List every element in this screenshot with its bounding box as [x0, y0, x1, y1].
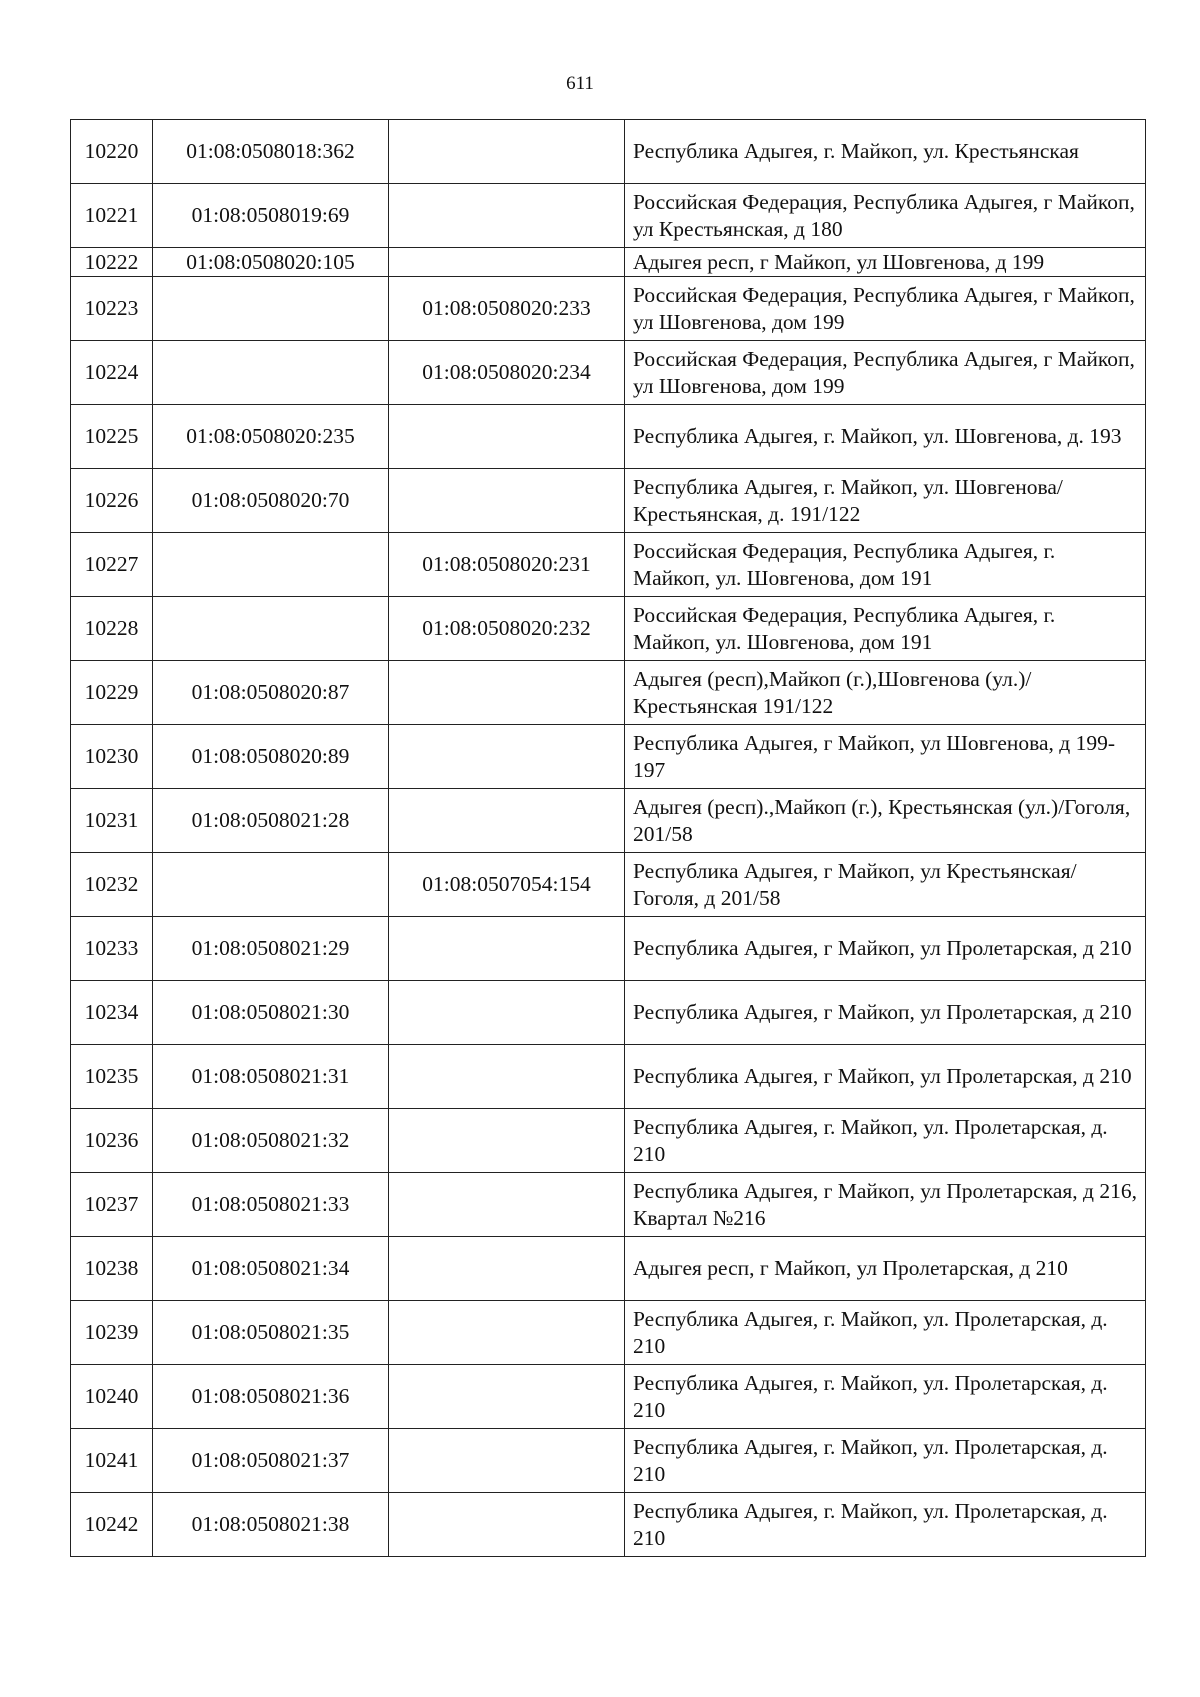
- row-number-cell: 10225: [71, 405, 153, 469]
- related-cadastral-number-cell: [389, 789, 625, 853]
- row-number-cell: 10232: [71, 853, 153, 917]
- cadastral-number-cell: [153, 853, 389, 917]
- table-row: [71, 120, 1146, 184]
- table-row: [71, 1301, 1146, 1365]
- address-cell: Республика Адыгея, г. Майкоп, ул. Шовгенова/ Крестьянская, д. 191/122: [625, 469, 1146, 533]
- row-number-cell: 10236: [71, 1109, 153, 1173]
- address-cell: Республика Адыгея, г. Майкоп, ул. Пролетарская, д. 210: [625, 1493, 1146, 1557]
- row-number-cell: 10233: [71, 917, 153, 981]
- related-cadastral-number-cell: [389, 469, 625, 533]
- address-cell: Республика Адыгея, г. Майкоп, ул. Пролетарская, д. 210: [625, 1365, 1146, 1429]
- row-number-cell: 10230: [71, 725, 153, 789]
- related-cadastral-number-cell: [389, 1365, 625, 1429]
- cadastral-number-cell: 01:08:0508020:89: [153, 725, 389, 789]
- table-row: [71, 533, 1146, 597]
- table-row: [71, 981, 1146, 1045]
- cadastral-number-cell: 01:08:0508021:38: [153, 1493, 389, 1557]
- table-row: [71, 1365, 1146, 1429]
- address-cell: Республика Адыгея, г Майкоп, ул Шовгенова, д 199-197: [625, 725, 1146, 789]
- cadastral-number-cell: 01:08:0508018:362: [153, 120, 389, 184]
- cadastral-number-cell: 01:08:0508021:29: [153, 917, 389, 981]
- related-cadastral-number-cell: [389, 248, 625, 277]
- table-row: [71, 1493, 1146, 1557]
- address-cell: Российская Федерация, Республика Адыгея, г. Майкоп, ул. Шовгенова, дом 191: [625, 533, 1146, 597]
- row-number-cell: 10231: [71, 789, 153, 853]
- table-row: [71, 469, 1146, 533]
- cadastral-number-cell: 01:08:0508021:35: [153, 1301, 389, 1365]
- related-cadastral-number-cell: [389, 917, 625, 981]
- table-row: [71, 789, 1146, 853]
- related-cadastral-number-cell: [389, 1429, 625, 1493]
- table-row: [71, 917, 1146, 981]
- table-row: [71, 661, 1146, 725]
- address-cell: Республика Адыгея, г. Майкоп, ул. Пролетарская, д. 210: [625, 1301, 1146, 1365]
- table-row: [71, 1429, 1146, 1493]
- cadastral-number-cell: 01:08:0508021:36: [153, 1365, 389, 1429]
- related-cadastral-number-cell: 01:08:0508020:232: [389, 597, 625, 661]
- address-cell: Республика Адыгея, г. Майкоп, ул. Шовгенова, д. 193: [625, 405, 1146, 469]
- row-number-cell: 10238: [71, 1237, 153, 1301]
- table-row: [71, 184, 1146, 248]
- address-cell: Российская Федерация, Республика Адыгея, г Майкоп, ул Крестьянская, д 180: [625, 184, 1146, 248]
- related-cadastral-number-cell: [389, 1045, 625, 1109]
- address-cell: Адыгея (респ).,Майкоп (г.), Крестьянская (ул.)/Гоголя, 201/58: [625, 789, 1146, 853]
- related-cadastral-number-cell: [389, 184, 625, 248]
- page-number: 611: [566, 73, 594, 94]
- row-number-cell: 10220: [71, 120, 153, 184]
- cadastral-number-cell: 01:08:0508021:28: [153, 789, 389, 853]
- cadastral-number-cell: 01:08:0508020:105: [153, 248, 389, 277]
- related-cadastral-number-cell: [389, 981, 625, 1045]
- table-row: [71, 725, 1146, 789]
- cadastral-number-cell: 01:08:0508021:32: [153, 1109, 389, 1173]
- cadastral-number-cell: 01:08:0508021:34: [153, 1237, 389, 1301]
- address-cell: Российская Федерация, Республика Адыгея, г Майкоп, ул Шовгенова, дом 199: [625, 277, 1146, 341]
- address-cell: Адыгея (респ),Майкоп (г.),Шовгенова (ул.)/Крестьянская 191/122: [625, 661, 1146, 725]
- row-number-cell: 10235: [71, 1045, 153, 1109]
- property-register-table: [70, 119, 1146, 1557]
- cadastral-number-cell: [153, 341, 389, 405]
- related-cadastral-number-cell: [389, 1237, 625, 1301]
- cadastral-number-cell: 01:08:0508021:30: [153, 981, 389, 1045]
- address-cell: Республика Адыгея, г. Майкоп, ул. Пролетарская, д. 210: [625, 1109, 1146, 1173]
- address-cell: Республика Адыгея, г Майкоп, ул Пролетарская, д 216, Квартал №216: [625, 1173, 1146, 1237]
- row-number-cell: 10221: [71, 184, 153, 248]
- related-cadastral-number-cell: [389, 1301, 625, 1365]
- row-number-cell: 10224: [71, 341, 153, 405]
- table-row: [71, 1045, 1146, 1109]
- address-cell: Республика Адыгея, г Майкоп, ул Пролетарская, д 210: [625, 917, 1146, 981]
- row-number-cell: 10237: [71, 1173, 153, 1237]
- row-number-cell: 10240: [71, 1365, 153, 1429]
- table-row: [71, 597, 1146, 661]
- address-cell: Республика Адыгея, г. Майкоп, ул. Пролетарская, д. 210: [625, 1429, 1146, 1493]
- row-number-cell: 10241: [71, 1429, 153, 1493]
- row-number-cell: 10234: [71, 981, 153, 1045]
- address-cell: Российская Федерация, Республика Адыгея, г Майкоп, ул Шовгенова, дом 199: [625, 341, 1146, 405]
- table-row: [71, 1109, 1146, 1173]
- cadastral-number-cell: [153, 533, 389, 597]
- cadastral-number-cell: 01:08:0508020:70: [153, 469, 389, 533]
- cadastral-number-cell: 01:08:0508020:87: [153, 661, 389, 725]
- related-cadastral-number-cell: [389, 725, 625, 789]
- address-cell: Республика Адыгея, г Майкоп, ул Крестьянская/Гоголя, д 201/58: [625, 853, 1146, 917]
- cadastral-number-cell: [153, 597, 389, 661]
- row-number-cell: 10227: [71, 533, 153, 597]
- row-number-cell: 10229: [71, 661, 153, 725]
- row-number-cell: 10222: [71, 248, 153, 277]
- table-row: [71, 853, 1146, 917]
- address-cell: Адыгея респ, г Майкоп, ул Шовгенова, д 199: [625, 248, 1146, 277]
- related-cadastral-number-cell: 01:08:0507054:154: [389, 853, 625, 917]
- table-body: [71, 120, 1146, 1557]
- related-cadastral-number-cell: [389, 1173, 625, 1237]
- address-cell: Российская Федерация, Республика Адыгея, г. Майкоп, ул. Шовгенова, дом 191: [625, 597, 1146, 661]
- address-cell: Республика Адыгея, г Майкоп, ул Пролетарская, д 210: [625, 981, 1146, 1045]
- cadastral-number-cell: 01:08:0508020:235: [153, 405, 389, 469]
- row-number-cell: 10226: [71, 469, 153, 533]
- row-number-cell: 10223: [71, 277, 153, 341]
- related-cadastral-number-cell: [389, 120, 625, 184]
- table-row: [71, 405, 1146, 469]
- row-number-cell: 10228: [71, 597, 153, 661]
- address-cell: Республика Адыгея, г. Майкоп, ул. Крестьянская: [625, 120, 1146, 184]
- table-row: [71, 1237, 1146, 1301]
- related-cadastral-number-cell: 01:08:0508020:233: [389, 277, 625, 341]
- related-cadastral-number-cell: 01:08:0508020:231: [389, 533, 625, 597]
- related-cadastral-number-cell: [389, 405, 625, 469]
- row-number-cell: 10239: [71, 1301, 153, 1365]
- related-cadastral-number-cell: [389, 1109, 625, 1173]
- related-cadastral-number-cell: [389, 1493, 625, 1557]
- cadastral-number-cell: 01:08:0508019:69: [153, 184, 389, 248]
- row-number-cell: 10242: [71, 1493, 153, 1557]
- related-cadastral-number-cell: 01:08:0508020:234: [389, 341, 625, 405]
- table-row: [71, 277, 1146, 341]
- table-row: [71, 1173, 1146, 1237]
- cadastral-number-cell: 01:08:0508021:33: [153, 1173, 389, 1237]
- address-cell: Адыгея респ, г Майкоп, ул Пролетарская, д 210: [625, 1237, 1146, 1301]
- cadastral-number-cell: [153, 277, 389, 341]
- cadastral-number-cell: 01:08:0508021:37: [153, 1429, 389, 1493]
- table-row: [71, 341, 1146, 405]
- cadastral-number-cell: 01:08:0508021:31: [153, 1045, 389, 1109]
- related-cadastral-number-cell: [389, 661, 625, 725]
- address-cell: Республика Адыгея, г Майкоп, ул Пролетарская, д 210: [625, 1045, 1146, 1109]
- table-row: [71, 248, 1146, 277]
